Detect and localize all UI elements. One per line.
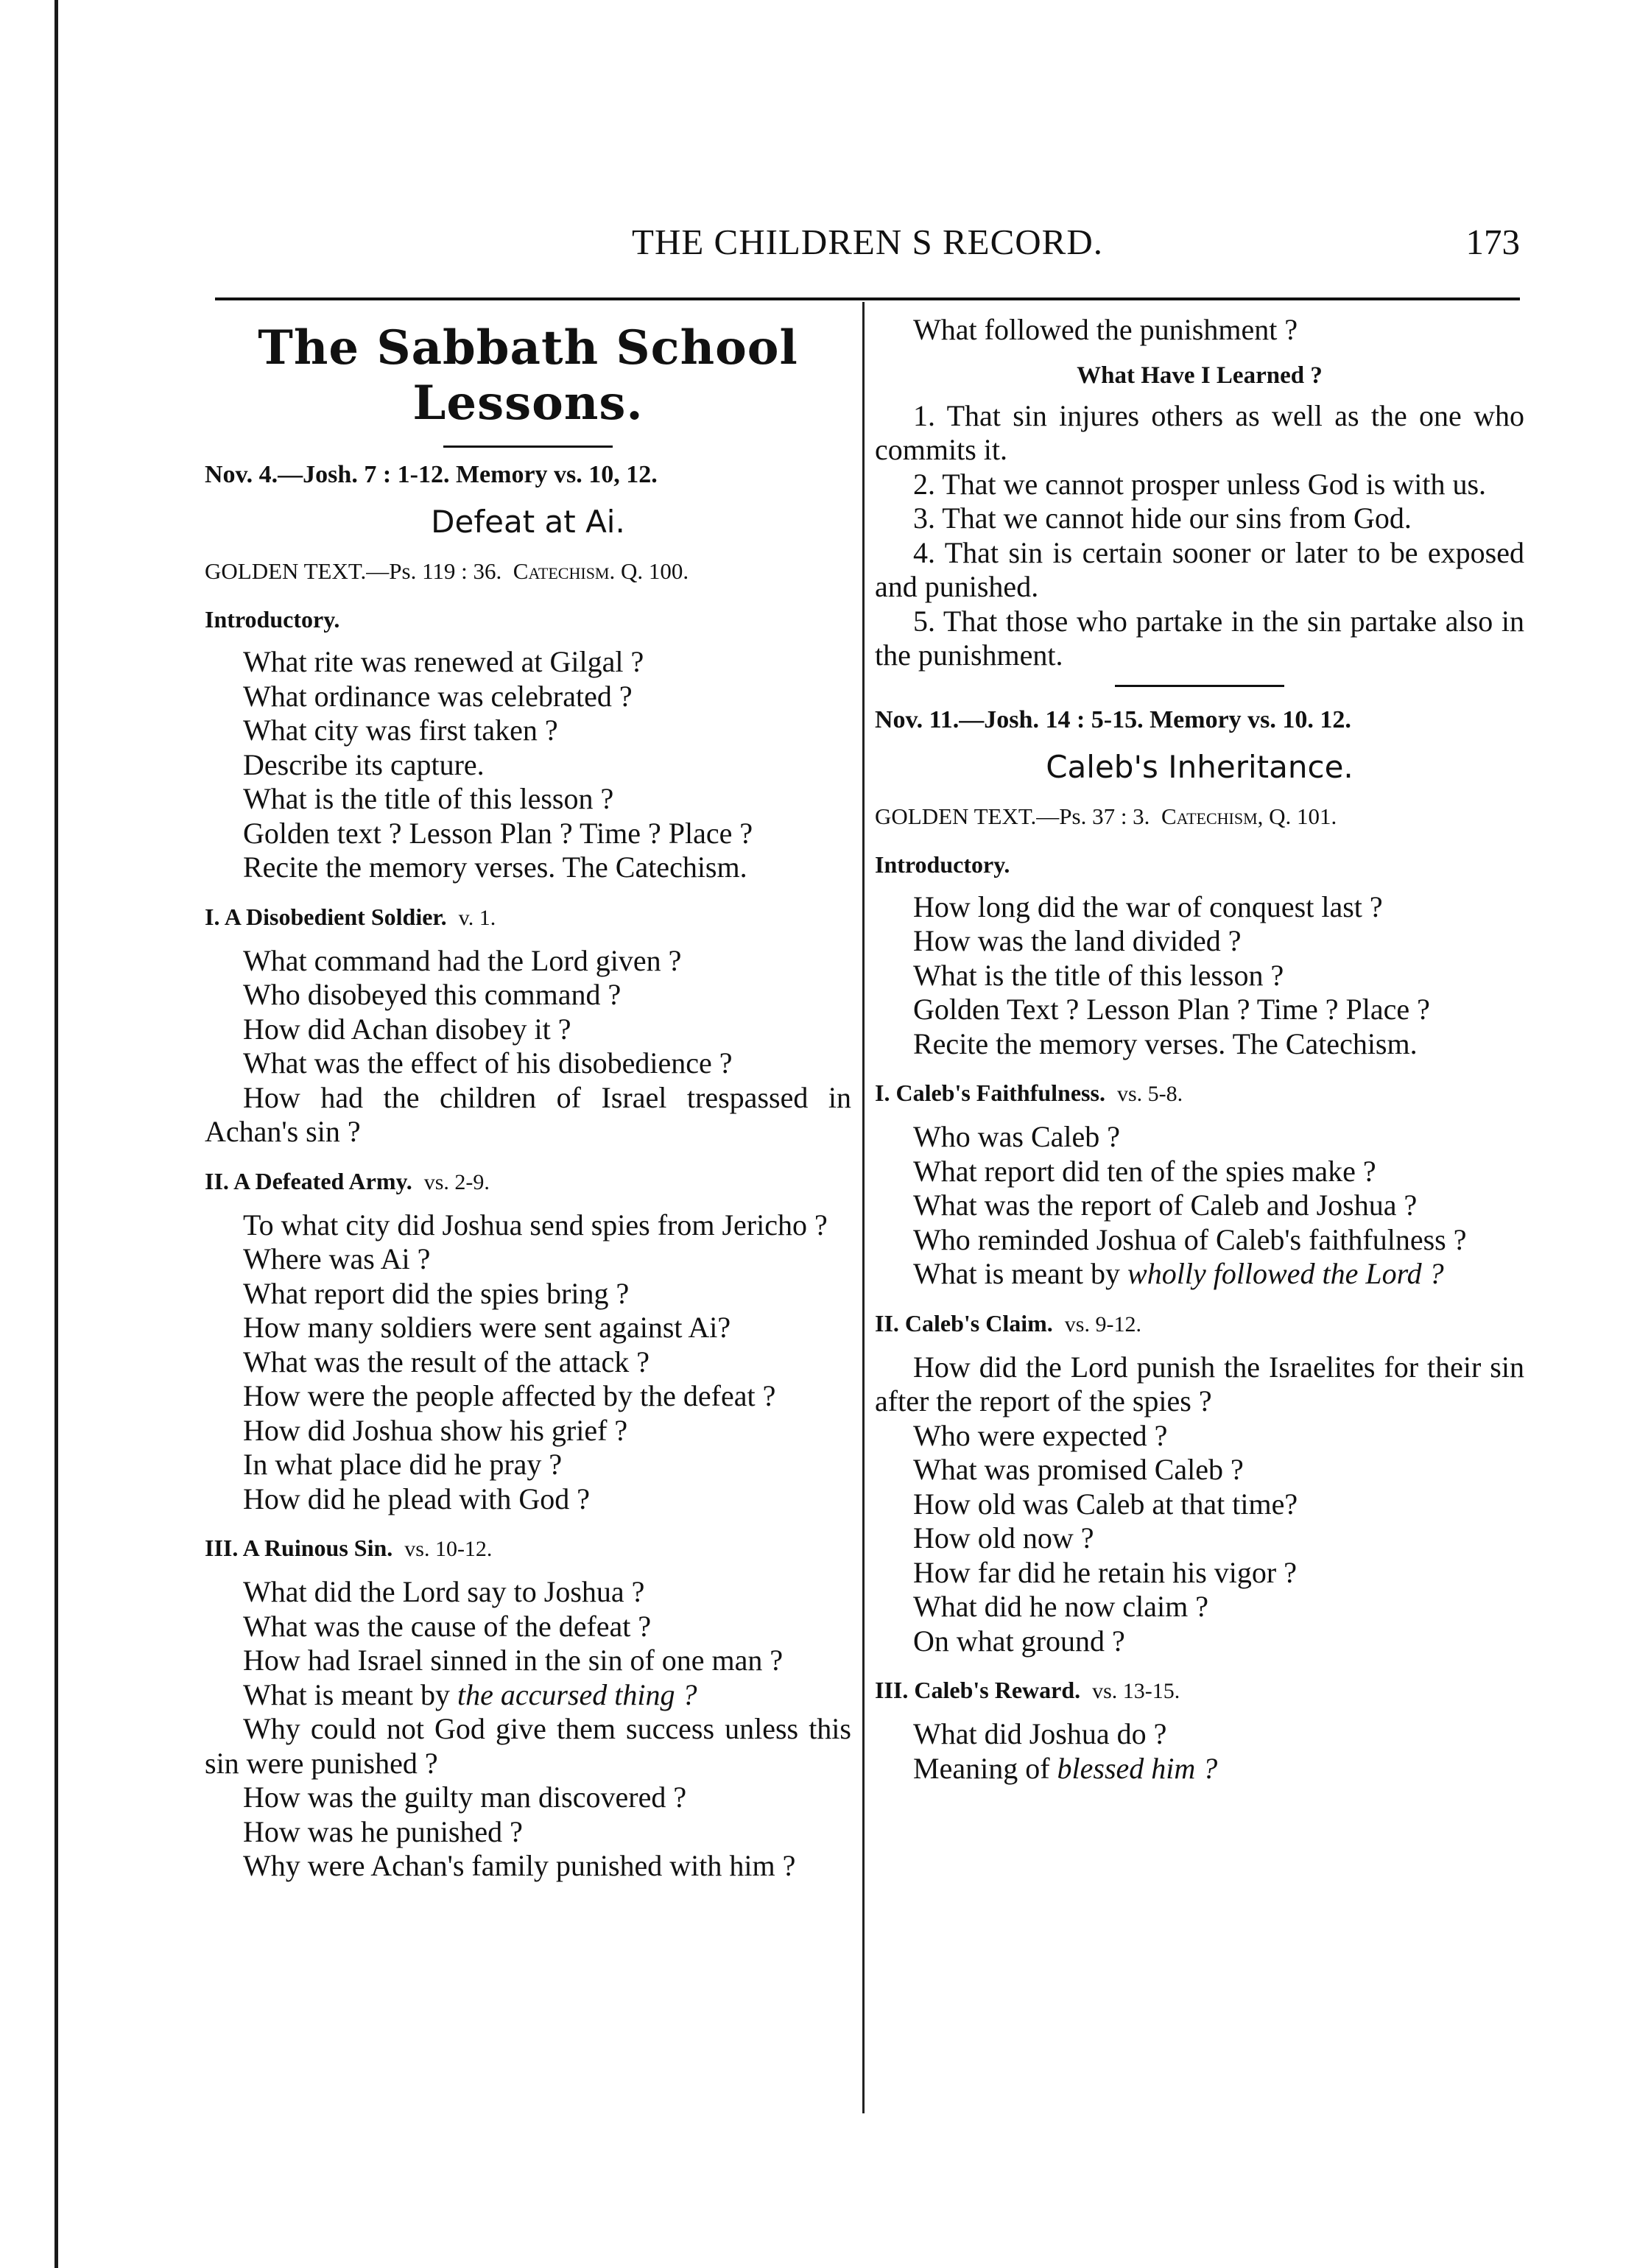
learned-heading: What Have I Learned ? bbox=[1077, 362, 1323, 389]
section-ref: vs. 5-8. bbox=[1116, 1082, 1183, 1106]
question: How did the Lord punish the Israelites for their sin after the report of the spies ? bbox=[875, 1350, 1524, 1418]
question-text: What is meant by bbox=[913, 1257, 1128, 1290]
question: On what ground ? bbox=[913, 1624, 1125, 1658]
question: Who was Caleb ? bbox=[913, 1120, 1121, 1153]
question: What report did ten of the spies make ? bbox=[913, 1154, 1376, 1188]
question: What was the result of the attack ? bbox=[243, 1345, 649, 1378]
question: Recite the memory verses. The Catechism. bbox=[243, 850, 747, 884]
lesson-1-introductory-head: Introductory. bbox=[205, 606, 340, 633]
question: What was the report of Caleb and Joshua ? bbox=[913, 1188, 1418, 1222]
question: In what place did he pray ? bbox=[243, 1448, 563, 1481]
italic-phrase: wholly followed the Lord ? bbox=[1127, 1257, 1444, 1290]
section-ref: vs. 2-9. bbox=[423, 1169, 490, 1194]
question: Golden text ? Lesson Plan ? Time ? Place ? bbox=[243, 816, 753, 850]
question: What did Joshua do ? bbox=[913, 1717, 1167, 1750]
question bbox=[205, 1678, 851, 1713]
lesson-1-section-3-head bbox=[205, 1531, 851, 1566]
question: To what city did Joshua send spies from Jericho ? bbox=[243, 1208, 828, 1242]
question: How did Achan disobey it ? bbox=[243, 1012, 571, 1046]
question: What command had the Lord given ? bbox=[243, 943, 682, 977]
question bbox=[875, 1752, 1524, 1786]
question: How long did the war of conquest last ? bbox=[913, 890, 1383, 923]
question-text: What is meant by bbox=[243, 1677, 458, 1711]
section-title: II. Caleb's Claim. bbox=[875, 1309, 1053, 1336]
learned-point: 5. That those who partake in the sin partake also in the punishment. bbox=[875, 604, 1524, 672]
binding-edge-line bbox=[54, 0, 58, 2268]
catechism-label: Catechism. bbox=[513, 558, 616, 584]
section-ref: v. 1. bbox=[458, 905, 496, 930]
question: Who disobeyed this command ? bbox=[243, 978, 622, 1011]
header-rule bbox=[215, 297, 1520, 300]
page-number: 173 bbox=[1465, 222, 1520, 262]
question: How old now ? bbox=[913, 1521, 1094, 1554]
short-rule bbox=[1115, 685, 1284, 687]
italic-phrase: the accursed thing ? bbox=[457, 1677, 697, 1711]
lesson-1-golden-text bbox=[205, 555, 851, 588]
section-title: II. A Defeated Army. bbox=[205, 1167, 412, 1194]
question bbox=[875, 1257, 1524, 1292]
learned-point: 4. That sin is certain sooner or later to be exposed and punished. bbox=[875, 535, 1524, 603]
running-head bbox=[215, 221, 1520, 284]
question: What ordinance was celebrated ? bbox=[243, 679, 633, 713]
learned-point: 1. That sin injures others as well as the one who commits it. bbox=[875, 398, 1524, 466]
question: Who were expected ? bbox=[913, 1418, 1168, 1452]
lesson-2-section-3-head bbox=[875, 1673, 1524, 1708]
golden-ref: Ps. 37 : 3. bbox=[1059, 803, 1150, 829]
question: Who reminded Joshua of Caleb's faithfulness ? bbox=[913, 1222, 1467, 1256]
question: How was the land divided ? bbox=[913, 924, 1242, 957]
lesson-2-section-1-head bbox=[875, 1076, 1524, 1111]
question: How was he punished ? bbox=[243, 1814, 523, 1848]
section-title: I. Caleb's Faithfulness. bbox=[875, 1080, 1105, 1106]
right-column bbox=[875, 313, 1524, 1786]
question: What followed the punishment ? bbox=[913, 313, 1298, 346]
learned-point: 3. That we cannot hide our sins from God. bbox=[913, 501, 1412, 535]
question: How old was Caleb at that time? bbox=[913, 1487, 1298, 1521]
question: How was the guilty man discovered ? bbox=[243, 1781, 687, 1814]
section-ref: vs. 13-15. bbox=[1092, 1679, 1180, 1703]
question: How many soldiers were sent against Ai? bbox=[243, 1311, 731, 1344]
question: Describe its capture. bbox=[243, 747, 485, 781]
lessons-heading: The Sabbath School Lessons. bbox=[258, 320, 798, 431]
question: How did Joshua show his grief ? bbox=[243, 1413, 628, 1447]
lesson-1-section-1-head bbox=[205, 900, 851, 935]
running-title: THE CHILDREN S RECORD. bbox=[632, 222, 1103, 262]
catechism-ref: Q. 100. bbox=[620, 558, 689, 584]
section-title: I. A Disobedient Soldier. bbox=[205, 903, 447, 930]
section-title: III. Caleb's Reward. bbox=[875, 1677, 1081, 1703]
question: What did he now claim ? bbox=[913, 1590, 1208, 1623]
lesson-1-title: Defeat at Ai. bbox=[431, 504, 625, 540]
question: What city was first taken ? bbox=[243, 714, 558, 747]
question: What did the Lord say to Joshua ? bbox=[243, 1575, 645, 1608]
question-text: Meaning of bbox=[913, 1751, 1057, 1785]
question: What was the effect of his disobedience ? bbox=[243, 1046, 733, 1080]
italic-phrase: blessed him ? bbox=[1057, 1751, 1218, 1785]
column-divider bbox=[862, 302, 865, 2113]
question: What is the title of this lesson ? bbox=[913, 958, 1284, 992]
learned-point: 2. That we cannot prosper unless God is with us. bbox=[913, 467, 1487, 501]
lesson-2-title: Caleb's Inheritance. bbox=[1046, 748, 1353, 785]
golden-ref: Ps. 119 : 36. bbox=[389, 558, 502, 584]
question: How far did he retain his vigor ? bbox=[913, 1555, 1297, 1589]
question: Why could not God give them success unless this sin were punished ? bbox=[205, 1712, 851, 1780]
left-column bbox=[205, 313, 851, 1884]
section-title: III. A Ruinous Sin. bbox=[205, 1535, 393, 1561]
short-rule bbox=[443, 446, 613, 448]
question: Where was Ai ? bbox=[243, 1242, 431, 1275]
question: Recite the memory verses. The Catechism. bbox=[913, 1026, 1418, 1060]
section-ref: vs. 9-12. bbox=[1064, 1311, 1141, 1336]
question: How had the children of Israel trespassed in Achan's sin ? bbox=[205, 1080, 851, 1148]
question: What was the cause of the defeat ? bbox=[243, 1609, 652, 1643]
lesson-2-golden-text bbox=[875, 800, 1524, 833]
question: Why were Achan's family punished with him ? bbox=[243, 1849, 796, 1882]
question: Golden Text ? Lesson Plan ? Time ? Place ? bbox=[913, 993, 1430, 1026]
catechism-label: Catechism, bbox=[1161, 803, 1264, 829]
lesson-1-section-2-head bbox=[205, 1164, 851, 1200]
lesson-2-meta: Nov. 11.—Josh. 14 : 5-15. Memory vs. 10. 12. bbox=[875, 705, 1351, 733]
lesson-2-section-2-head bbox=[875, 1306, 1524, 1342]
lesson-1-meta: Nov. 4.—Josh. 7 : 1-12. Memory vs. 10, 12. bbox=[205, 461, 658, 488]
question: What was promised Caleb ? bbox=[913, 1453, 1244, 1486]
question: What report did the spies bring ? bbox=[243, 1276, 630, 1310]
catechism-ref: Q. 101. bbox=[1269, 803, 1337, 829]
question: What rite was renewed at Gilgal ? bbox=[243, 645, 644, 678]
golden-label: GOLDEN TEXT.— bbox=[205, 558, 390, 584]
section-ref: vs. 10-12. bbox=[404, 1537, 493, 1561]
question: How had Israel sinned in the sin of one man ? bbox=[243, 1644, 784, 1677]
question: How were the people affected by the defeat ? bbox=[243, 1379, 776, 1412]
lesson-2-introductory-head: Introductory. bbox=[875, 850, 1010, 878]
question: How did he plead with God ? bbox=[243, 1482, 591, 1515]
question: What is the title of this lesson ? bbox=[243, 782, 614, 815]
golden-label: GOLDEN TEXT.— bbox=[875, 803, 1060, 829]
